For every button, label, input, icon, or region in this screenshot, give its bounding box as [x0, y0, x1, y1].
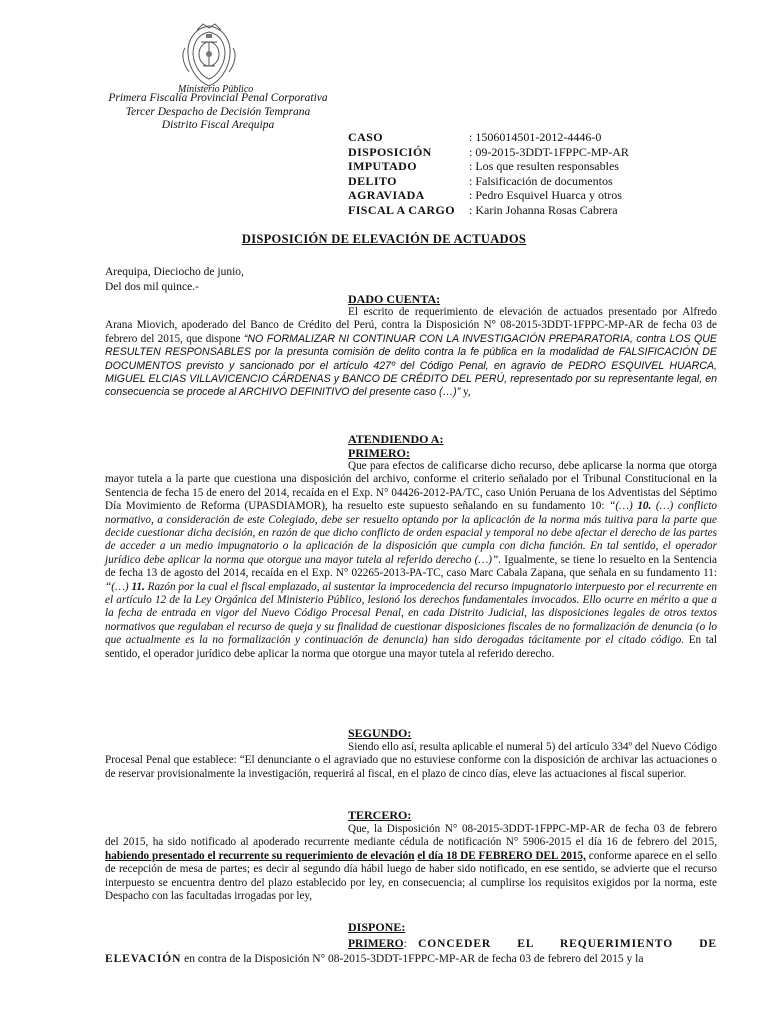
quote-number: 11. [131, 580, 145, 593]
document-title: DISPOSICIÓN DE ELEVACIÓN DE ACTUADOS [241, 232, 527, 246]
paragraph-text: En tal sentido, el operador jurídico debe aplicar la norma que otorgue una mayor tutela al referido derecho. [105, 634, 717, 660]
dispone-primero-bold: CONCEDER EL REQUERIMIENTO DE ELEVACIÓN [105, 938, 717, 965]
case-value: : 09-2015-3DDT-1FPPC-MP-AR [469, 144, 629, 159]
case-row-fiscal [348, 203, 629, 218]
dispone-primero-paragraph [105, 937, 717, 967]
primero-paragraph [105, 460, 717, 661]
quote-text: “(…) [609, 500, 638, 513]
case-value: : Los que resulten responsables [469, 159, 619, 173]
tercero-paragraph [105, 823, 717, 903]
dado-cuenta-heading: DADO CUENTA: [348, 292, 441, 306]
paragraph-text: en contra de la Disposición N° 08-2015-3DDT-1FPPC-MP-AR de fecha 03 de febrero del 2015 y la [181, 953, 644, 965]
quote-number: 10. [637, 500, 652, 513]
case-value: : Falsificación de documentos [469, 173, 613, 188]
case-value: : Pedro Esquivel Huarca y otros [469, 188, 622, 202]
office-line: Primera Fiscalía Provincial Penal Corporativa [108, 92, 328, 104]
case-label: CASO [348, 130, 383, 144]
dispone-heading: DISPONE: [348, 920, 406, 934]
case-label: DISPOSICIÓN [348, 144, 432, 159]
paragraph-text: : [403, 938, 419, 950]
paragraph-text: Siendo ello así, resulta aplicable el numeral 5) del artículo 334º del Nuevo Código Procesal Penal que establece: “El denunciante o el agraviado que no estuviese conforme con la disposición de archivar las actuaciones o de reservar provisionalmente la investigación, requerirá al fiscal, en el plazo de cinco días, eleve las actuaciones al fiscal superior. [105, 741, 717, 780]
segundo-heading: SEGUNDO: [348, 726, 412, 740]
paragraph-text: y, [460, 386, 471, 399]
paragraph-text: conforme aparece en el sello de recepción de mesa de partes; es decir al segundo día hábil luego de haber sido notificado, en ese sentido, se advierte que el recurso interpuesto se encuentra dentro del plazo establecido por ley, en consecuencia; al cumplirse los requisitos exigidos por la norma, este Despacho con las facultadas irrogadas por ley, [105, 849, 718, 903]
date-line: Del dos mil quince.- [105, 280, 199, 293]
office-line: Distrito Fiscal Arequipa [161, 119, 275, 131]
dado-cuenta-paragraph [105, 306, 717, 400]
paragraph-text: Que, la Disposición N° 08-2015-3DDT-1FPPC-MP-AR de fecha 03 de febrero del 2015, ha sido notificado al apoderado recurrente mediante cédula de notificación N° 5906-2015 el día 16 de febrero del 2015, [105, 823, 717, 849]
office-line: Tercer Despacho de Decisión Temprana [125, 105, 311, 118]
quote-text: Razón por la cual el fiscal emplazado, al sustentar la improcedencia del recurso impugnatorio interpuesto por el recurrente en el artículo 12 de la Ley Orgánica del Ministerio Público, lesionó los derechos fundamentales invocados. Ello ocurre en mérito a que a la fecha de entrada en vigor del Nuevo Código Procesal Penal, en cada Distrito Judicial, las disposiciones legales de otros textos normativos que regulaban el recurso de queja y su finalidad de cuestionar disposiciones fiscales de no formalización de denuncia (o lo que actualmente es la no formalización y continuación de denuncia) han sido derogadas tácitamente por el citado código. [105, 580, 718, 647]
case-label: DELITO [348, 173, 397, 188]
office-header [105, 92, 331, 133]
paragraph-text: El escrito de requerimiento de elevación de actuados presentado por Alfredo Arana Miovich, apoderado del Banco de Crédito del Perú, contra la Disposición N° 08-2015-3DDT-1FPPC-MP-AR de fecha 03 de febrero del 2015, que dispone [105, 306, 717, 345]
case-label: FISCAL A CARGO [348, 202, 455, 217]
quote-text: “(…) [105, 580, 132, 593]
case-info-block [348, 130, 629, 217]
case-row-delito [348, 174, 629, 189]
case-row-caso [348, 130, 629, 145]
case-row-disposicion [348, 145, 629, 160]
case-row-agraviada [348, 188, 629, 203]
quote-text: (…) conflicto normativo, a consideración de este Colegiado, debe ser resuelto optando por la aplicación de la norma más tuitiva para la parte que decide cuestionar dicha decisión, en razón de que dicho conflicto de orden espacial y temporal no debe afectar el derecho de las partes de acceder a un medio impugnatorio o la aplicación de la disposición que cumpla con dicha función. En tal sentido, el operador jurídico debe aplicar la norma que otorgue una mayor tutela al referido derecho (…)”. [105, 500, 718, 566]
case-label: AGRAVIADA [348, 188, 425, 202]
date-line: Arequipa, Dieciocho de junio, [105, 266, 244, 278]
quoted-disposition: “NO FORMALIZAR NI CONTINUAR CON LA INVESTIGACIÓN PREPARATORIA, contra LOS QUE RESULTEN RESPONSABLES por la presunta comisión de delito contra la fe pública en la modalidad de FALSIFICACIÓN DE DOCUMENTOS previsto y sancionado por el artículo 427º del Código Penal, en agravio de PEDRO ESQUIVEL HUARCA, MIGUEL ELCIAS VILLAVICENCIO CÁRDENAS y BANCO DE CRÉDITO DEL PERÚ, representado por su representante legal, en consecuencia se procede al ARCHIVO DEFINITIVO del presente caso (…)” [105, 332, 717, 399]
atendiendo-heading: ATENDIENDO A: [348, 432, 444, 446]
paragraph-text: Que para efectos de calificarse dicho recurso, debe aplicarse la norma que otorga mayor tutela a la parte que cuestiona una disposición del archivo, conforme el criterio señalado por el Tribunal Constitucional en la Sentencia de fecha 15 de enero del 2014, recaída en el Exp. N° 04426-2012-PA/TC, caso Unión Peruana de los Adventistas del Séptimo Día Movimiento de Reforma (UPASDIAMOR), ha resuelto este supuesto señalando en su fundamento 10: [105, 460, 717, 513]
case-label: IMPUTADO [348, 159, 417, 173]
case-value: : Karin Johanna Rosas Cabrera [469, 202, 618, 217]
ministerio-publico-seal [177, 20, 241, 90]
institution-name: Ministerio Público [178, 84, 254, 95]
emphasis-date: el día 18 DE FEBRERO DEL 2015, [417, 849, 586, 862]
date-block [105, 265, 717, 294]
segundo-paragraph [105, 741, 717, 781]
case-row-imputado [348, 159, 629, 174]
emphasis-text: habiendo presentado el recurrente su requerimiento de elevación [105, 849, 415, 862]
tercero-heading: TERCERO: [348, 808, 412, 822]
dispone-primero-label: PRIMERO [348, 938, 404, 950]
paragraph-text: Igualmente, se tiene lo resuelto en la Sentencia de fecha 13 de agosto del 2014, recaída en el Exp. N° 02265-2013-PA-TC, caso Marc Cabala Zapana, que señala en su fundamento 11: [105, 553, 717, 580]
case-value: : 1506014501-2012-4446-0 [469, 130, 602, 144]
primero-heading: PRIMERO: [348, 446, 410, 460]
